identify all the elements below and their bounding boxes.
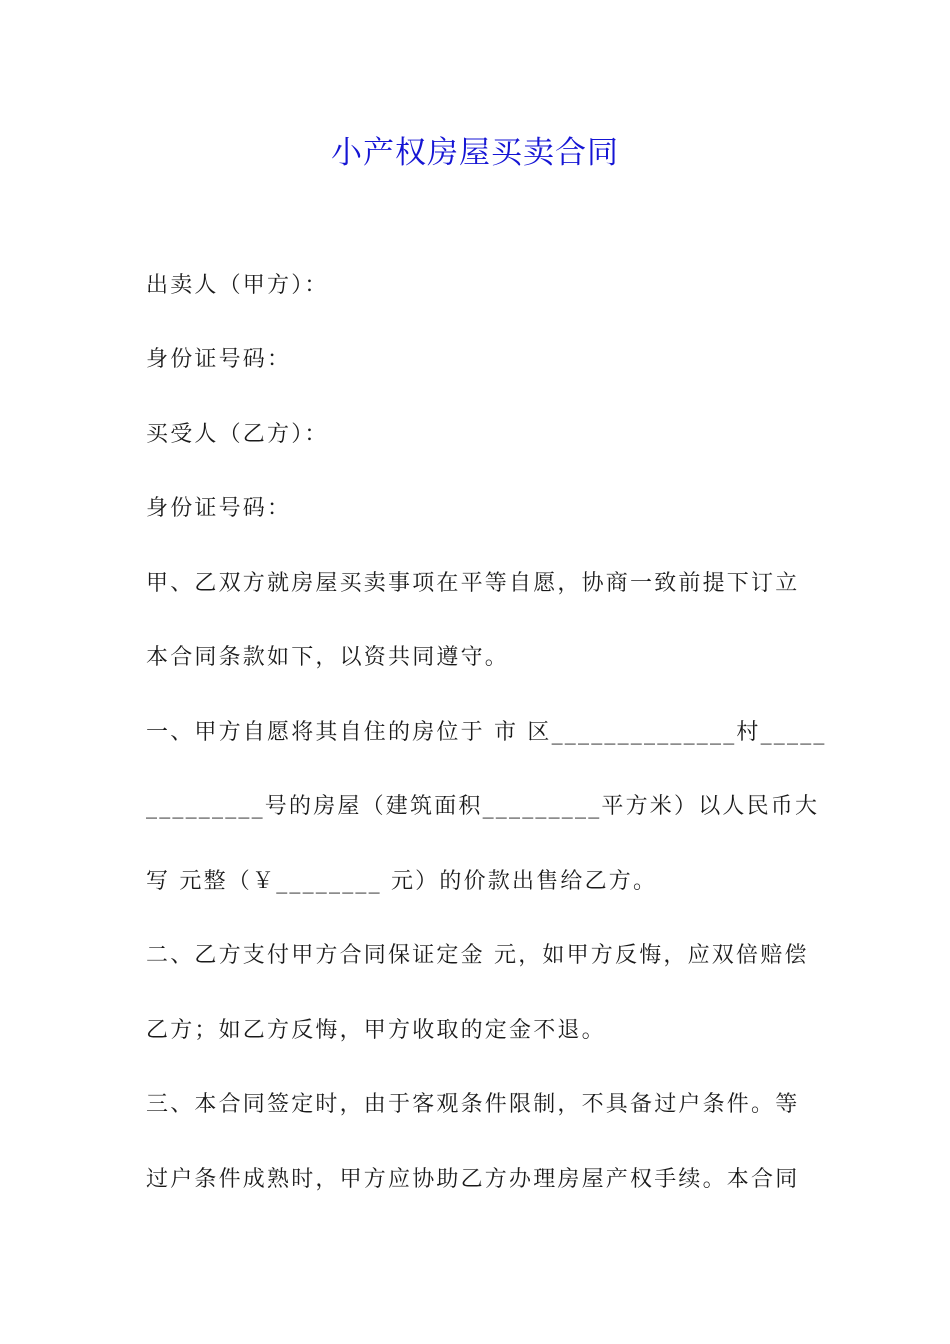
clause-2-line-1: 二、乙方支付甲方合同保证定金 元，如甲方反悔，应双倍赔偿 bbox=[146, 943, 809, 968]
clause-2-line-2: 乙方；如乙方反悔，甲方收取的定金不退。 bbox=[146, 1018, 606, 1043]
clause-3-line-2: 过户条件成熟时，甲方应协助乙方办理房屋产权手续。本合同 bbox=[146, 1167, 800, 1192]
document-title: 小产权房屋买卖合同 bbox=[331, 135, 619, 171]
seller-id-label: 身份证号码： bbox=[146, 347, 292, 372]
clause-3-line-1: 三、本合同签定时，由于客观条件限制，不具备过户条件。等 bbox=[146, 1092, 800, 1117]
seller-label: 出卖人（甲方）： bbox=[146, 273, 329, 298]
buyer-id-label: 身份证号码： bbox=[146, 496, 292, 521]
preamble-line-2: 本合同条款如下，以资共同遵守。 bbox=[146, 645, 510, 670]
clause-1-line-2: _________号的房屋（建筑面积_________平方米）以人民币大 bbox=[146, 794, 820, 819]
buyer-label: 买受人（乙方）： bbox=[146, 422, 329, 447]
clause-1-line-1: 一、甲方自愿将其自住的房位于 市 区______________村_____ bbox=[146, 720, 827, 745]
clause-1-line-3: 写 元整（￥________ 元）的价款出售给乙方。 bbox=[146, 869, 658, 894]
preamble-line-1: 甲、乙双方就房屋买卖事项在平等自愿，协商一致前提下订立 bbox=[146, 571, 800, 596]
